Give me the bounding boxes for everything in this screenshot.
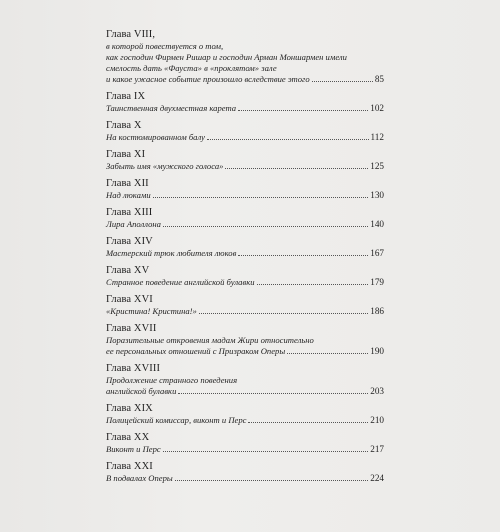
chapter-title-text: в которой повествуется о том,	[106, 41, 224, 51]
dot-leader	[238, 255, 368, 256]
chapter-heading: Глава XI	[106, 149, 146, 160]
chapter-title-line	[106, 103, 384, 114]
chapter-heading: Глава IX	[106, 91, 146, 102]
page-number: 85	[374, 74, 384, 84]
chapter-heading: Глава VIII,	[106, 29, 156, 40]
toc-entry	[106, 431, 384, 455]
chapter-title-line	[106, 63, 384, 74]
chapter-title-text: Продолжение странного поведения	[106, 375, 238, 385]
page-number: 130	[370, 190, 384, 200]
chapter-title-text: как господин Фирмен Ришар и господин Арман Моншармен имели	[106, 52, 347, 62]
chapter-title-text: Таинственная двухместная карета	[106, 103, 237, 113]
page-number: 140	[370, 219, 384, 229]
dot-leader	[163, 226, 368, 227]
chapter-title-line	[106, 41, 384, 52]
chapter-title-text: Виконт и Перс	[106, 444, 161, 454]
chapter-title-line	[106, 74, 384, 85]
chapter-title-text: Поразительные откровения мадам Жири относительно	[106, 335, 314, 345]
page-number: 179	[370, 277, 384, 287]
chapter-title-text: Мастерский трюк любителя люков	[106, 248, 237, 258]
chapter-heading: Глава XVI	[106, 294, 153, 305]
chapter-title-line	[106, 335, 384, 346]
chapter-heading: Глава XIII	[106, 207, 153, 218]
chapter-heading: Глава XII	[106, 178, 149, 189]
chapter-heading: Глава X	[106, 120, 142, 131]
chapter-title-text: и какое ужасное событие произошло вследствие этого	[106, 74, 310, 84]
dot-leader	[238, 110, 368, 111]
chapter-title-line	[106, 277, 384, 288]
chapter-title-line	[106, 248, 384, 259]
page-number: 186	[370, 306, 384, 316]
toc-entry	[106, 293, 384, 317]
toc-entry	[106, 402, 384, 426]
dot-leader	[163, 451, 368, 452]
chapter-title-text: смелость дать «Фауста» в «проклятом» зале	[106, 63, 277, 73]
chapter-title-line	[106, 444, 384, 455]
chapter-title-line	[106, 219, 384, 230]
dot-leader	[225, 168, 368, 169]
chapter-heading: Глава XIX	[106, 403, 153, 414]
chapter-title-line	[106, 386, 384, 397]
page-number: 190	[370, 346, 384, 356]
chapter-title-text: На костюмированном балу	[106, 132, 205, 142]
chapter-title-line	[106, 415, 384, 426]
chapter-title-text: В подвалах Оперы	[106, 473, 173, 483]
chapter-title-text: Над люками	[106, 190, 151, 200]
chapter-title-text: Забыть имя «мужского голоса»	[106, 161, 224, 171]
chapter-title-line	[106, 346, 384, 357]
dot-leader	[207, 139, 369, 140]
chapter-title-text: «Кристина! Кристина!»	[106, 306, 197, 316]
chapter-heading: Глава XVII	[106, 323, 157, 334]
page-number: 167	[370, 248, 384, 258]
table-of-contents	[106, 28, 384, 489]
chapter-title-line	[106, 473, 384, 484]
page-number: 125	[370, 161, 384, 171]
toc-entry	[106, 264, 384, 288]
toc-entry	[106, 362, 384, 397]
chapter-title-line	[106, 132, 384, 143]
chapter-title-text: английской булавки	[106, 386, 177, 396]
toc-entry	[106, 148, 384, 172]
chapter-title-text: ее персональных отношений с Призраком Оперы	[106, 346, 286, 356]
chapter-heading: Глава XXI	[106, 461, 153, 472]
dot-leader	[175, 480, 368, 481]
toc-entry	[106, 206, 384, 230]
page-number: 203	[370, 386, 384, 396]
dot-leader	[312, 81, 373, 82]
toc-entry	[106, 460, 384, 484]
toc-entry	[106, 119, 384, 143]
chapter-title-line	[106, 190, 384, 201]
toc-entry	[106, 90, 384, 114]
chapter-title-line	[106, 306, 384, 317]
page-number: 217	[370, 444, 384, 454]
toc-entry	[106, 177, 384, 201]
dot-leader	[178, 393, 368, 394]
dot-leader	[199, 313, 368, 314]
chapter-heading: Глава XX	[106, 432, 150, 443]
toc-entry	[106, 28, 384, 85]
chapter-heading: Глава XIV	[106, 236, 153, 247]
dot-leader	[248, 422, 368, 423]
chapter-title-line	[106, 52, 384, 63]
toc-entry	[106, 322, 384, 357]
dot-leader	[153, 197, 369, 198]
chapter-title-line	[106, 375, 384, 386]
chapter-title-text: Лира Аполлона	[106, 219, 161, 229]
chapter-title-text: Странное поведение английской булавки	[106, 277, 255, 287]
dot-leader	[287, 353, 368, 354]
toc-entry	[106, 235, 384, 259]
chapter-heading: Глава XV	[106, 265, 150, 276]
chapter-title-line	[106, 161, 384, 172]
page-number: 102	[370, 103, 384, 113]
chapter-title-text: Полицейский комиссар, виконт и Перс	[106, 415, 247, 425]
page-number: 210	[370, 415, 384, 425]
dot-leader	[257, 284, 369, 285]
page-number: 112	[370, 132, 384, 142]
chapter-heading: Глава XVIII	[106, 363, 161, 374]
page-number: 224	[370, 473, 384, 483]
